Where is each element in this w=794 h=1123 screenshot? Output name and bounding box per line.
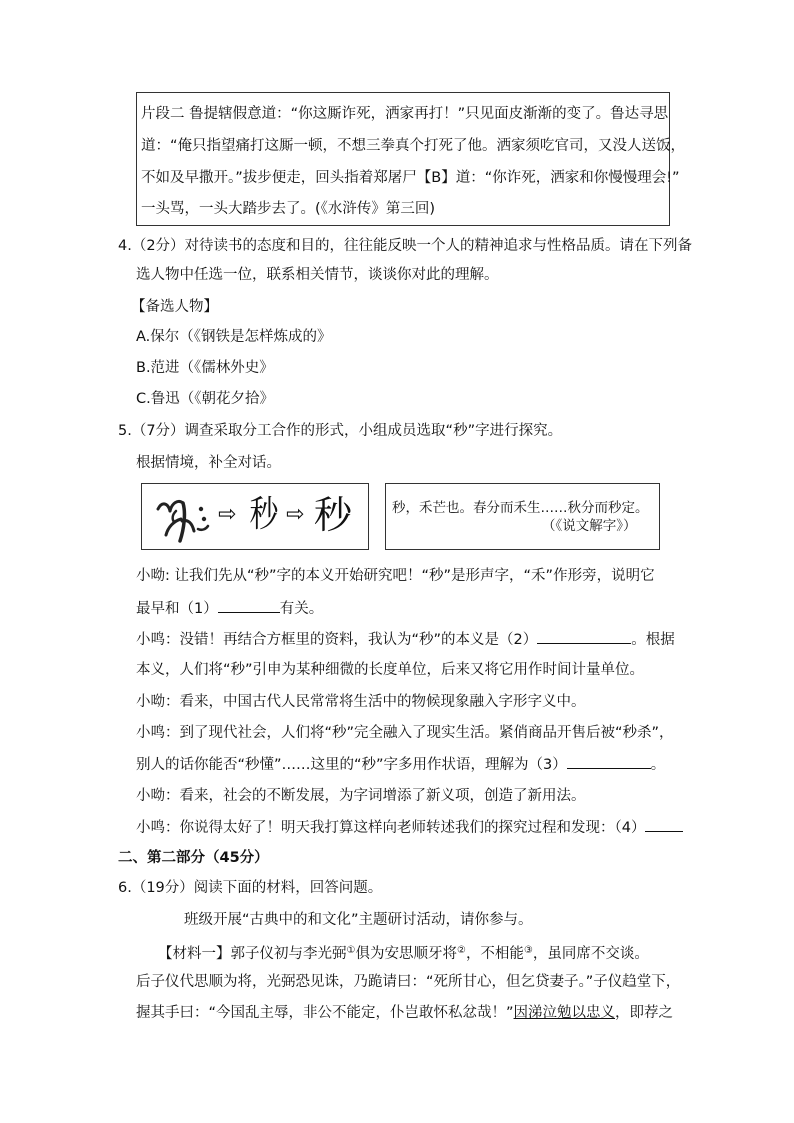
- q4-option-b: B.范进（《儒林外史》: [136, 360, 274, 376]
- q4-options-title: 【备选人物】: [131, 299, 218, 315]
- shuowen-quote-box: [385, 483, 660, 550]
- arrow-right-icon-1: ⇨: [218, 502, 237, 527]
- material-1-text-b: 俱为安思顺牙将: [355, 946, 457, 962]
- quote-source: （《说文解字》）: [542, 518, 637, 534]
- answer-blank-1[interactable]: [218, 598, 280, 613]
- section-2-heading: 二、第二部分（45分）: [118, 850, 269, 866]
- dialogue-2a: [136, 629, 675, 650]
- footnote-2-marker: ②: [456, 945, 466, 956]
- dialogue-1b-text: 最早和（1）: [136, 601, 218, 617]
- dialogue-4b: [136, 754, 665, 775]
- footnote-3-marker: ③: [523, 945, 533, 956]
- dialogue-6-text: 小鸣：你说得太好了！明天我打算这样向老师转述我们的探究过程和发现：（4）: [136, 820, 646, 836]
- dialogue-1a: 小呦: 让我们先从“秒”字的本义开始研究吧！“秒”是形声字，“禾”作形旁，说明它: [136, 568, 655, 584]
- seal-script-miao-glyph: 秒: [249, 494, 279, 535]
- material-1-text-d: ，虽同席不交谈。: [532, 946, 649, 962]
- q4-option-c: C.鲁迅（《朝花夕拾》: [136, 391, 274, 407]
- q5-prompt-line-2: 根据情境，补全对话。: [136, 455, 281, 471]
- dialogue-2a-tail: 。根据: [631, 632, 675, 648]
- q4-prompt-line-2: 选人物中任选一位，联系相关情节，谈谈你对此的理解。: [136, 267, 499, 283]
- dialogue-4a: 小鸣：到了现代社会，人们将“秒”完全融入了现实生活。紧俏商品开售后被“秒杀”，: [136, 725, 674, 741]
- dialogue-4b-tail: 。: [650, 757, 666, 773]
- q6-prompt: 6.（19分）阅读下面的材料，回答问题。: [118, 880, 383, 896]
- material-1-line-2: 后子仪代思顺为将，光弼恐见诛，乃跪请曰：“死所甘心，但乞贷妻子。”子仪趋堂下，: [136, 974, 681, 990]
- q6-intro: 班级开展“古典中的和文化”主题研讨活动，请你参与。: [184, 912, 533, 928]
- excerpt-line-2: 道：“俺只指望痛打这厮一顿，不想三拳真个打死了他。洒家须吃官司，又没人送饭，: [141, 138, 686, 154]
- answer-blank-2[interactable]: [537, 629, 631, 644]
- quote-text: 秒，禾芒也。春分而禾生……秋分而秒定。: [392, 500, 649, 516]
- material-1-text-e: 握其手曰：“今国乱主辱，非公不能定，仆岂敢怀私忿哉！”: [136, 1005, 514, 1021]
- material-1-text-c: ，不相能: [465, 946, 524, 962]
- q4-option-a: A.保尔（《钢铁是怎样炼成的》: [136, 329, 332, 345]
- material-1-text-a: 【材料一】郭子仪初与李光弼: [158, 946, 347, 962]
- dialogue-1b-tail: 有关。: [279, 601, 324, 617]
- dialogue-5: 小呦：看来，社会的不断发展，为字词增添了新义项，创造了新用法。: [136, 788, 586, 804]
- regular-script-miao-glyph: 秒: [314, 493, 353, 537]
- q4-prompt-line-1: 4.（2分）对待读书的态度和目的，往往能反映一个人的精神追求与性格品质。请在下列备: [118, 238, 693, 254]
- arrow-right-icon-2: ⇨: [286, 502, 305, 527]
- underlined-phrase: 因涕泣勉以忠义: [513, 1005, 616, 1021]
- dialogue-6: [136, 817, 683, 838]
- dialogue-4b-text: 别人的话你能否“秒懂”……这里的“秒”字多用作状语，理解为（3）: [136, 757, 567, 773]
- q5-prompt-line-1: 5.（7分）调查采取分工合作的形式，小组成员选取“秒”字进行探究。: [118, 423, 563, 439]
- dialogue-1b: [136, 598, 323, 619]
- excerpt-line-3: 不如及早撒开。”拔步便走，回头指着郑屠尸【B】道：“你诈死，洒家和你慢慢理会!”: [141, 170, 680, 186]
- dialogue-2a-text: 小鸣：没错！再结合方框里的资料，我认为“秒”的本义是（2）: [136, 632, 538, 648]
- glyph-evolution-box: [141, 483, 369, 550]
- answer-blank-4[interactable]: [645, 817, 683, 832]
- excerpt-line-4: 一头骂，一头大踏步去了。(《水浒传》第三回): [141, 201, 436, 217]
- dialogue-3: 小呦：看来，中国古代人民常常将生活中的物候现象融入字形字义中。: [136, 694, 586, 710]
- excerpt-line-1: 片段二 鲁提辖假意道：“你这厮诈死，洒家再打！”只见面皮渐渐的变了。鲁达寻思: [141, 106, 669, 122]
- material-1-line-3: [136, 1003, 673, 1023]
- dialogue-2b: 本义，人们将“秒”引申为某种细微的长度单位，后来又将它用作时间计量单位。: [136, 662, 645, 678]
- material-1-text-f: ，即荐之: [615, 1005, 674, 1021]
- material-1-line-1: [158, 941, 649, 964]
- answer-blank-3[interactable]: [567, 754, 651, 769]
- footnote-1-marker: ①: [346, 945, 356, 956]
- ancient-grain-glyph-image: [150, 489, 220, 545]
